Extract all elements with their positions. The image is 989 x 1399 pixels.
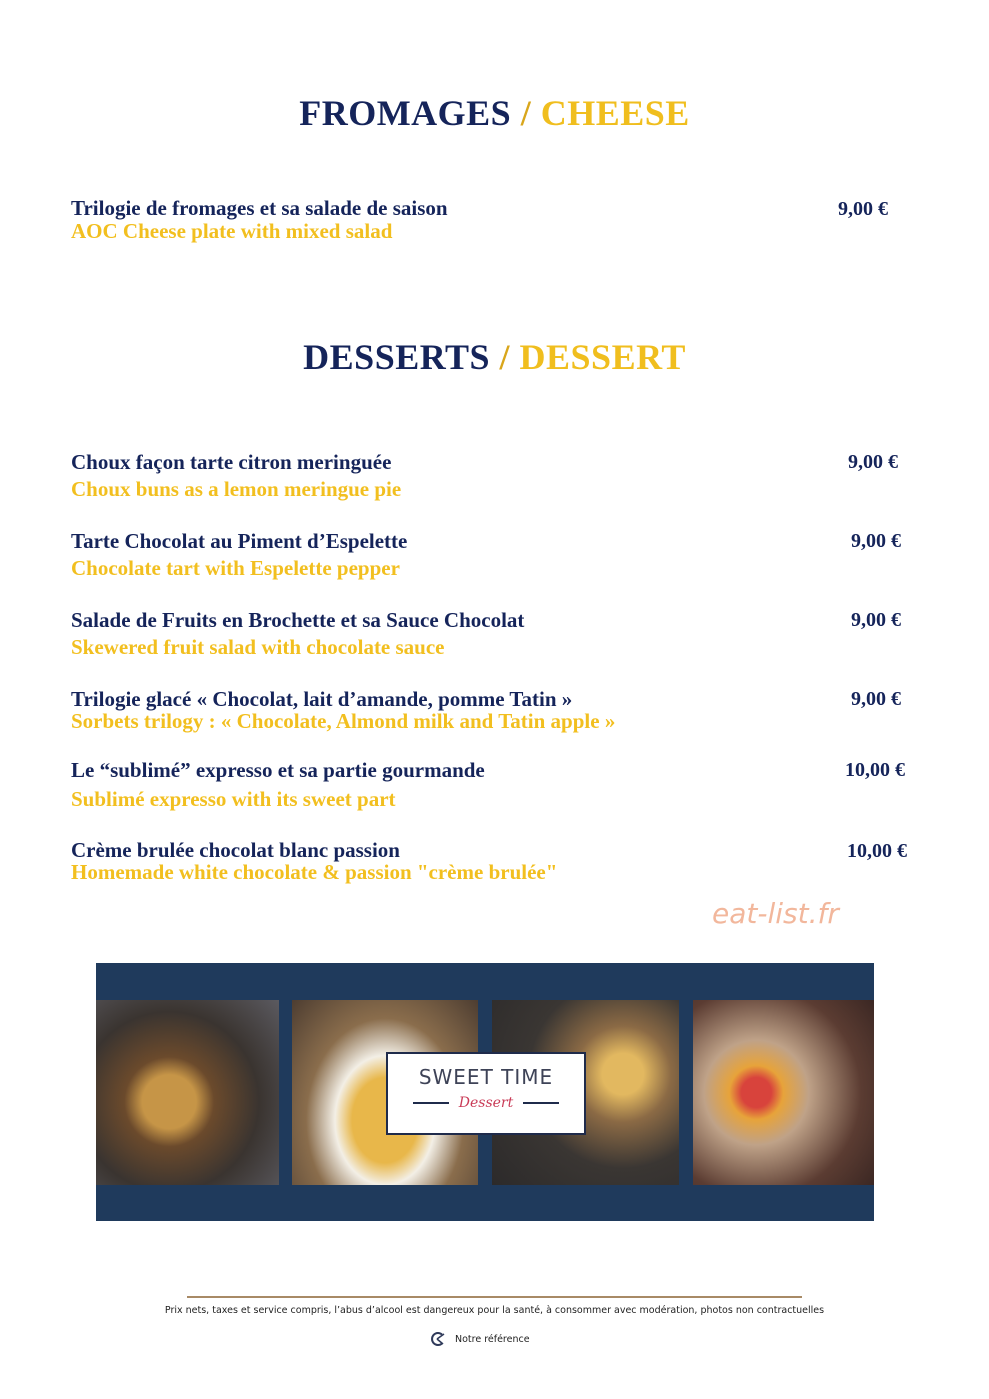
section-title-separator: / <box>511 93 541 133</box>
menu-item-name-fr: Le “sublimé” expresso et sa partie gourmande <box>71 758 485 782</box>
reference-logo-icon <box>430 1331 446 1347</box>
dessert-photo-choux <box>96 1000 279 1185</box>
menu-item-name-en: Sublimé expresso with its sweet part <box>71 787 396 811</box>
divider-right <box>523 1102 559 1104</box>
menu-item-name-en: Skewered fruit salad with chocolate sauce <box>71 635 445 659</box>
menu-item-price: 9,00 € <box>851 688 901 710</box>
section-title-en: DESSERT <box>519 337 686 377</box>
menu-item-price: 9,00 € <box>851 530 901 552</box>
footer-reference-label: Notre référence <box>455 1333 530 1345</box>
sweet-time-subtitle: Dessert <box>458 1095 514 1111</box>
footer-disclaimer: Prix nets, taxes et service compris, l’abus d’alcool est dangereux pour la santé, à consommer avec modération, photos non contractuelles <box>164 1305 825 1316</box>
menu-item-price: 10,00 € <box>845 759 905 781</box>
sweet-time-title: SWEET TIME <box>418 1065 554 1089</box>
menu-item-price: 9,00 € <box>851 609 901 631</box>
menu-item-price: 9,00 € <box>838 198 888 220</box>
menu-item-name-fr: Trilogie de fromages et sa salade de saison <box>71 196 448 220</box>
dessert-photo-fruit-skewers <box>693 1000 874 1185</box>
watermark: eat-list.fr <box>712 897 839 930</box>
menu-item-name-en: Sorbets trilogy : « Chocolate, Almond milk and Tatin apple » <box>71 709 616 733</box>
sweet-time-label <box>386 1052 586 1135</box>
menu-item-name-fr: Crème brulée chocolat blanc passion <box>71 838 400 862</box>
menu-item-price: 10,00 € <box>847 840 907 862</box>
menu-item-name-fr: Salade de Fruits en Brochette et sa Sauce Chocolat <box>71 608 525 632</box>
menu-item-price: 9,00 € <box>848 451 898 473</box>
section-title-cheese <box>0 92 989 134</box>
section-title-fr: FROMAGES <box>299 93 512 133</box>
section-title-separator: / <box>490 337 520 377</box>
footer-divider <box>187 1296 802 1298</box>
sweet-time-subtitle-row <box>388 1095 584 1111</box>
menu-item-name-en: AOC Cheese plate with mixed salad <box>71 219 393 243</box>
menu-item-name-fr: Trilogie glacé « Chocolat, lait d’amande, pomme Tatin » <box>71 687 573 711</box>
menu-item-name-en: Homemade white chocolate & passion "crème brulée" <box>71 860 558 884</box>
divider-left <box>413 1102 449 1104</box>
section-title-en: CHEESE <box>540 93 690 133</box>
menu-item-name-en: Choux buns as a lemon meringue pie <box>71 477 402 501</box>
section-title-dessert <box>0 336 989 378</box>
footer-reference <box>430 1331 530 1347</box>
section-title-fr: DESSERTS <box>303 337 490 377</box>
menu-item-name-en: Chocolate tart with Espelette pepper <box>71 556 400 580</box>
menu-item-name-fr: Choux façon tarte citron meringuée <box>71 450 392 474</box>
menu-item-name-fr: Tarte Chocolat au Piment d’Espelette <box>71 529 408 553</box>
dessert-banner <box>96 963 874 1221</box>
